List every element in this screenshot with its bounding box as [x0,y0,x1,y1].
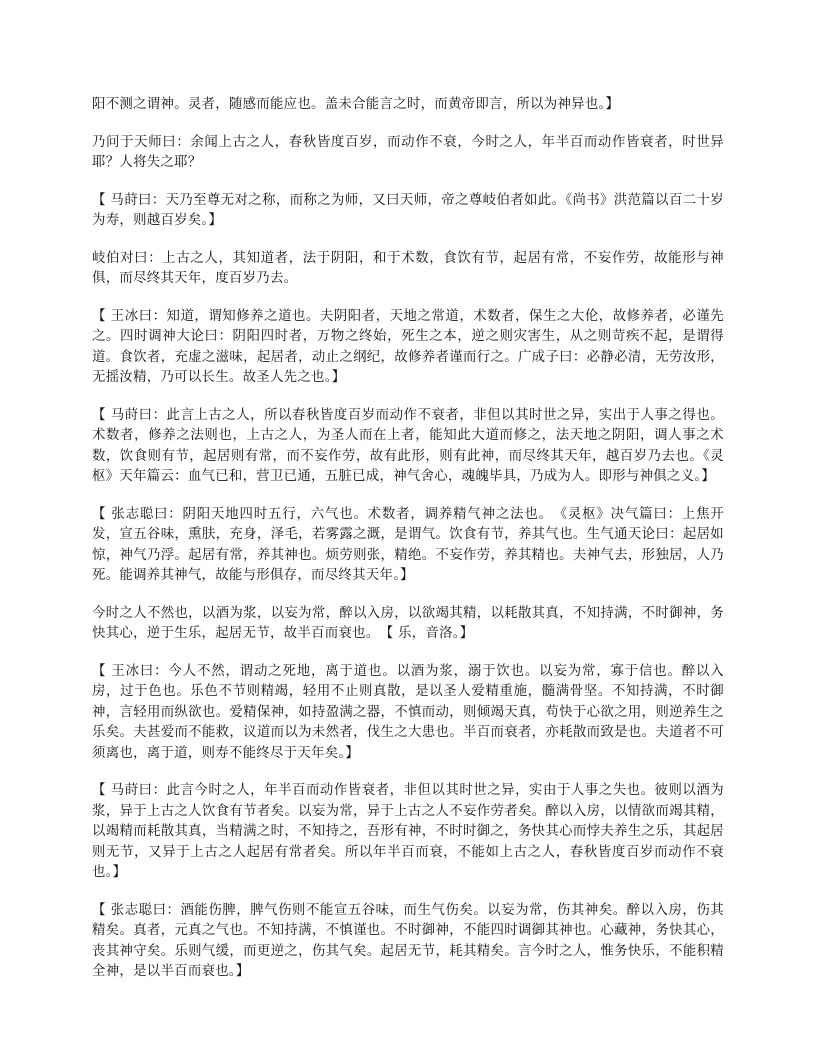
paragraph-7: 【 张志聪曰：阴阳天地四时五行，六气也。术数者，调养精气神之法也。 《灵枢》决气篇曰：上焦开发，宣五谷味，熏肤，充身，泽毛，若雾露之溉，是谓气。饮食有节，养其气也。生气通天论曰：起居如惊，神气乃浮。起居有常，养其神也。烦劳则张，精绝。不妄作劳，养其精也。夫神气去，形独居，人乃死。能调养其神气，故能与形俱存，而尽终其天年。】 [92,506,724,583]
paragraph-1: 阳不测之谓神。灵者，随感而能应也。盖未合能言之时，而黄帝即言，所以为神异也。】 [92,97,620,112]
paragraph-6: 【 马莳曰：此言上古之人，所以春秋皆度百岁而动作不衰者，非但以其时世之异，实出于人事之得也。术数者，修养之法则也，上古之人，为圣人而在上者，能知此大道而修之，法天地之阴阳，调人事之术数，饮食则有节，起居则有常，而不妄作劳，故有此形，则有此神，而尽终其天年，越百岁乃去也。《灵枢》天年篇云：血气已和，营卫已通，五脏已成，神气舍心，魂魄毕具，乃成为人。即形与神俱之义。】 [92,407,724,484]
paragraph-5: 【 王冰曰：知道，谓知修养之道也。夫阴阳者，天地之常道，术数者，保生之大伦，故修养者，必谨先之。四时调神大论曰：阴阳四时者，万物之终始，死生之本，逆之则灾害生，从之则苛疾不起，是谓得道。食饮者，充虚之滋味，起居者，动止之纲纪，故修养者谨而行之。广成子曰：必静必清，无劳汝形，无摇汝精，乃可以长生。故圣人先之也。】 [92,308,724,385]
paragraph-11: 【 张志聪曰：酒能伤脾，脾气伤则不能宣五谷味，而生气伤矣。以妄为常，伤其神矣。醉以入房，伤其精矣。真者，元真之气也。不知持满，不慎谨也。不时御神，不能四时调御其神也。心藏神，务快其心，丧其神守矣。乐则气缓，而更逆之，伤其气矣。起居无节，耗其精矣。言今时之人，惟务快乐，不能积精全神，是以半百而衰也。】 [92,902,724,979]
paragraph-10: 【 马莳曰：此言今时之人，年半百而动作皆衰者，非但以其时世之异，实由于人事之失也。彼则以酒为浆，异于上古之人饮食有节者矣。以妄为常，异于上古之人不妄作劳者矣。醉以入房，以情欲而竭其精，以竭精而耗散其真，当精满之时，不知持之，吾形有神，不时时御之，务快其心而悖夫养生之乐，其起居则无节，又异于上古之人起居有常者矣。所以年半百而衰，不能如上古之人，春秋皆度百岁而动作不衰也。】 [92,783,724,880]
document-page [92,95,724,1000]
paragraph-4: 岐伯对曰：上古之人，其知道者，法于阴阳，和于术数，食饮有节，起居有常，不妄作劳，故能形与神俱，而尽终其天年，度百岁乃去。 [92,250,724,286]
paragraph-2: 乃问于天师曰：余闻上古之人，春秋皆度百岁，而动作不衰，今时之人，年半百而动作皆衰者，时世异耶？人将失之耶？ [92,134,724,170]
paragraph-3: 【 马莳曰：天乃至尊无对之称，而称之为师，又曰天师，帝之尊岐伯者如此。《尚书》洪范篇以百二十岁为寿，则越百岁矣。】 [92,192,724,228]
paragraph-9: 【 王冰曰：今人不然，谓动之死地，离于道也。以酒为浆，溺于饮也。以妄为常，寡于信也。醉以入房，过于色也。乐色不节则精竭，轻用不止则真散，是以圣人爱精重施，髓满骨坚。不知持满，不时御神，言轻用而纵欲也。爱精保神，如持盈满之器，不慎而动，则倾竭天真，苟快于心欲之用，则逆养生之乐矣。夫甚爱而不能救，议道而以为未然者，伐生之大患也。半百而衰者，亦耗散而致是也。夫道者不可须离也，离于道，则寿不能终尽于天年矣。】 [92,663,724,761]
paragraph-8: 今时之人不然也，以酒为浆，以妄为常，醉以入房，以欲竭其精，以耗散其真，不知持满，不时御神，务快其心，逆于生乐，起居无节，故半百而衰也。 【 乐，音洛。】 [92,605,724,641]
